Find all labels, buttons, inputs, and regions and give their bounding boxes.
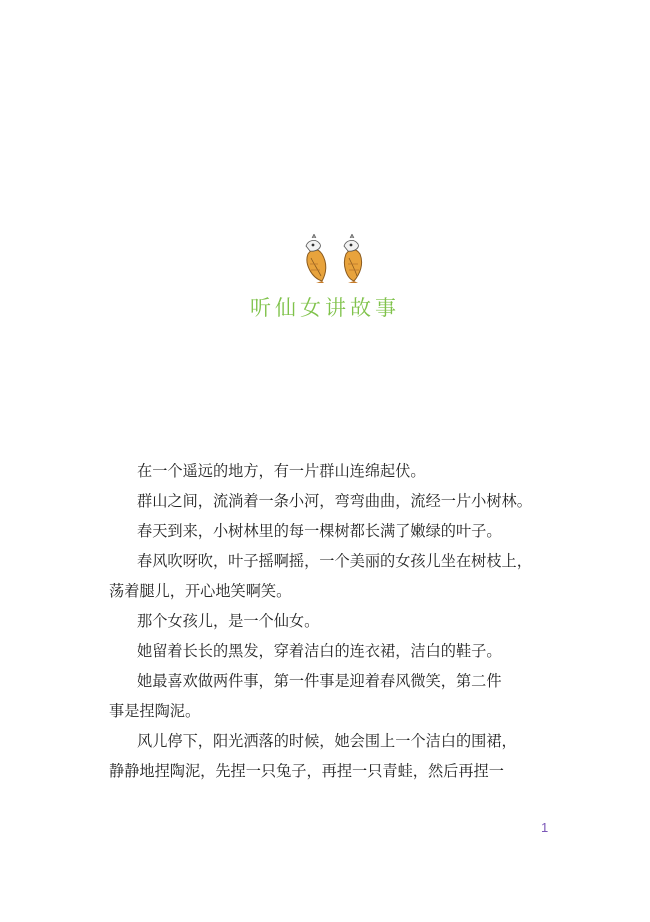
paragraph-line: 群山之间，流淌着一条小河，弯弯曲曲，流经一片小树林。 xyxy=(137,492,532,510)
paragraph-line: 事是捏陶泥。 xyxy=(109,702,201,720)
paragraph-line: 春风吹呀吹，叶子摇啊摇，一个美丽的女孩儿坐在树枝上， xyxy=(137,552,532,570)
story-body xyxy=(109,456,539,786)
paragraph-line: 那个女孩儿，是一个仙女。 xyxy=(137,612,320,630)
paragraph-line: 静静地捏陶泥，先捏一只兔子，再捏一只青蛙，然后再捏一 xyxy=(109,762,504,780)
page-number: 1 xyxy=(541,820,549,835)
paragraph-line: 她最喜欢做两件事，第一件事是迎着春风微笑，第二件 xyxy=(137,672,502,690)
paragraph-line: 在一个遥远的地方，有一片群山连绵起伏。 xyxy=(137,462,426,480)
paragraph-line: 她留着长长的黑发，穿着洁白的连衣裙，洁白的鞋子。 xyxy=(137,642,502,660)
paragraph-line: 春天到来，小树林里的每一棵树都长满了嫩绿的叶子。 xyxy=(137,522,502,540)
chapter-title: 听仙女讲故事 xyxy=(250,296,400,320)
paragraph-line: 荡着腿儿，开心地笑啊笑。 xyxy=(109,582,292,600)
fairy-fish-icon xyxy=(302,234,366,284)
paragraph-line: 风儿停下，阳光洒落的时候，她会围上一个洁白的围裙， xyxy=(137,732,517,750)
